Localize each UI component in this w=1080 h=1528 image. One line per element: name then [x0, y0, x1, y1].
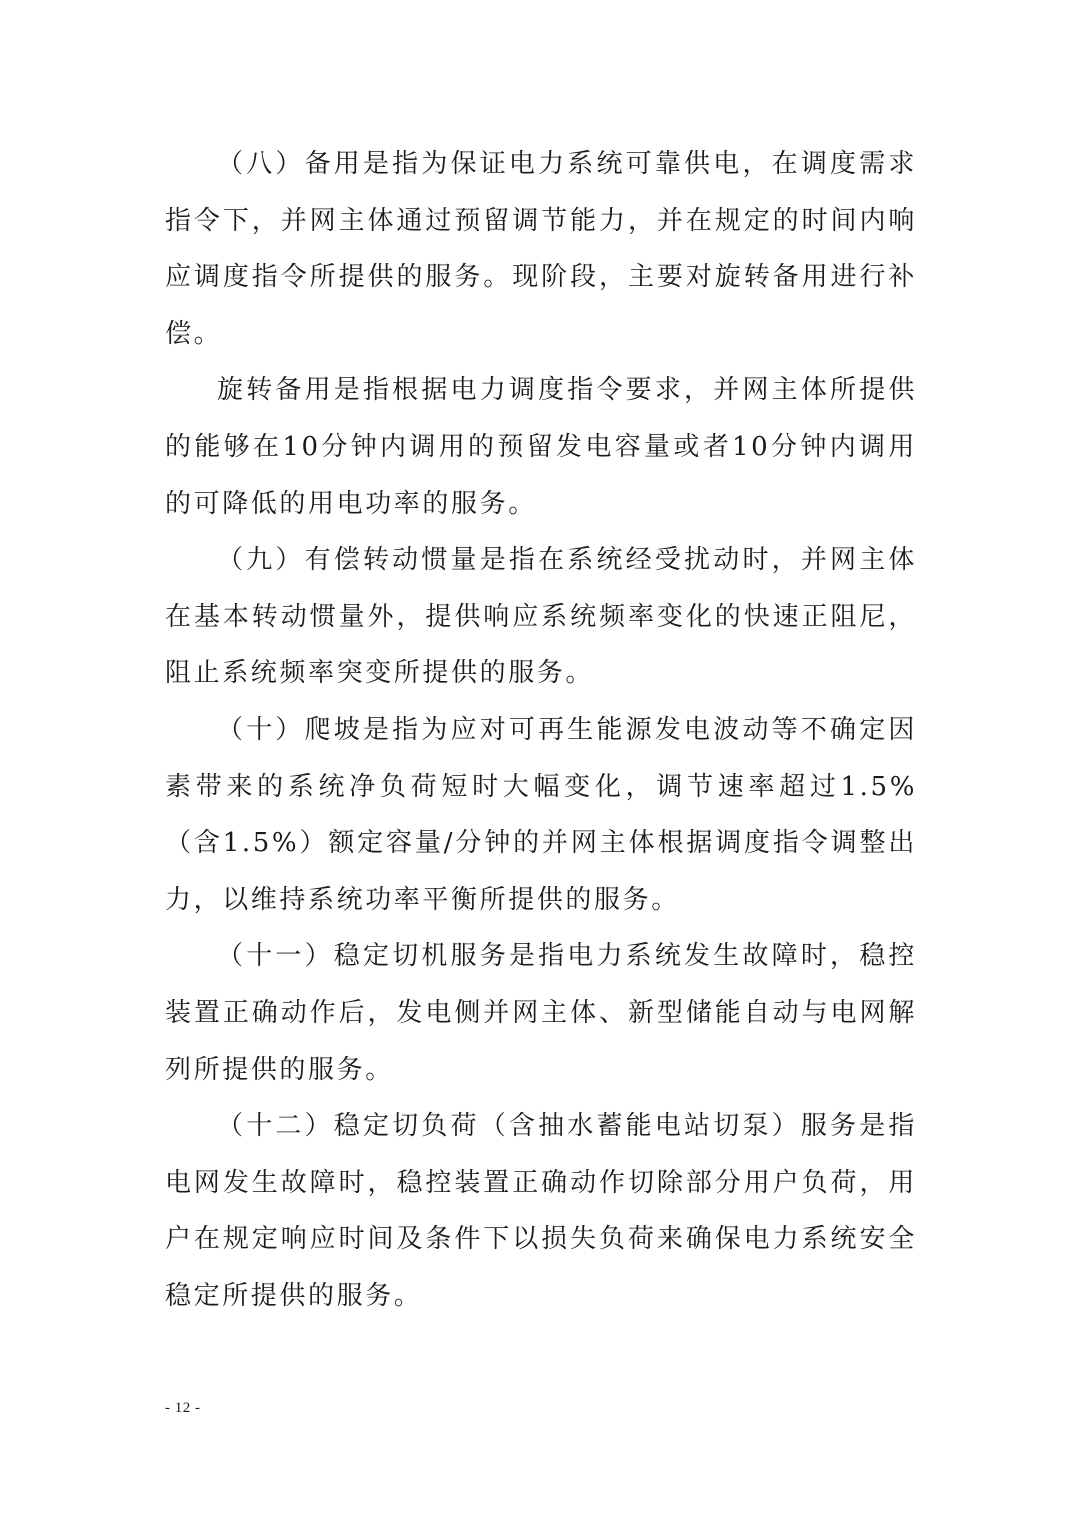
- paragraph-rotational-inertia: （九）有偿转动惯量是指在系统经受扰动时，并网主体在基本转动惯量外，提供响应系统频率变化的快速正阻尼，阻止系统频率突变所提供的服务。: [165, 545, 917, 689]
- paragraph-load-shedding: （十二）稳定切负荷（含抽水蓄能电站切泵）服务是指电网发生故障时，稳控装置正确动作切除部分用户负荷，用户在规定响应时间及条件下以损失负荷来确保电力系统安全稳定所提供的服务。: [165, 1111, 917, 1311]
- paragraph-generator-tripping: （十一）稳定切机服务是指电力系统发生故障时，稳控装置正确动作后，发电侧并网主体、新型储能自动与电网解列所提供的服务。: [165, 941, 917, 1085]
- paragraph-reserve: （八）备用是指为保证电力系统可靠供电，在调度需求指令下，并网主体通过预留调节能力，并在规定的时间内响应调度指令所提供的服务。现阶段，主要对旋转备用进行补偿。: [165, 149, 917, 349]
- page-number: - 12 -: [165, 1400, 201, 1416]
- document-body: [165, 136, 917, 1324]
- paragraph-spinning-reserve: 旋转备用是指根据电力调度指令要求，并网主体所提供的能够在10分钟内调用的预留发电容量或者10分钟内调用的可降低的用电功率的服务。: [165, 375, 917, 519]
- paragraph-ramping: （十）爬坡是指为应对可再生能源发电波动等不确定因素带来的系统净负荷短时大幅变化，调节速率超过1.5%（含1.5%）额定容量/分钟的并网主体根据调度指令调整出力，以维持系统功率平衡所提供的服务。: [165, 714, 917, 915]
